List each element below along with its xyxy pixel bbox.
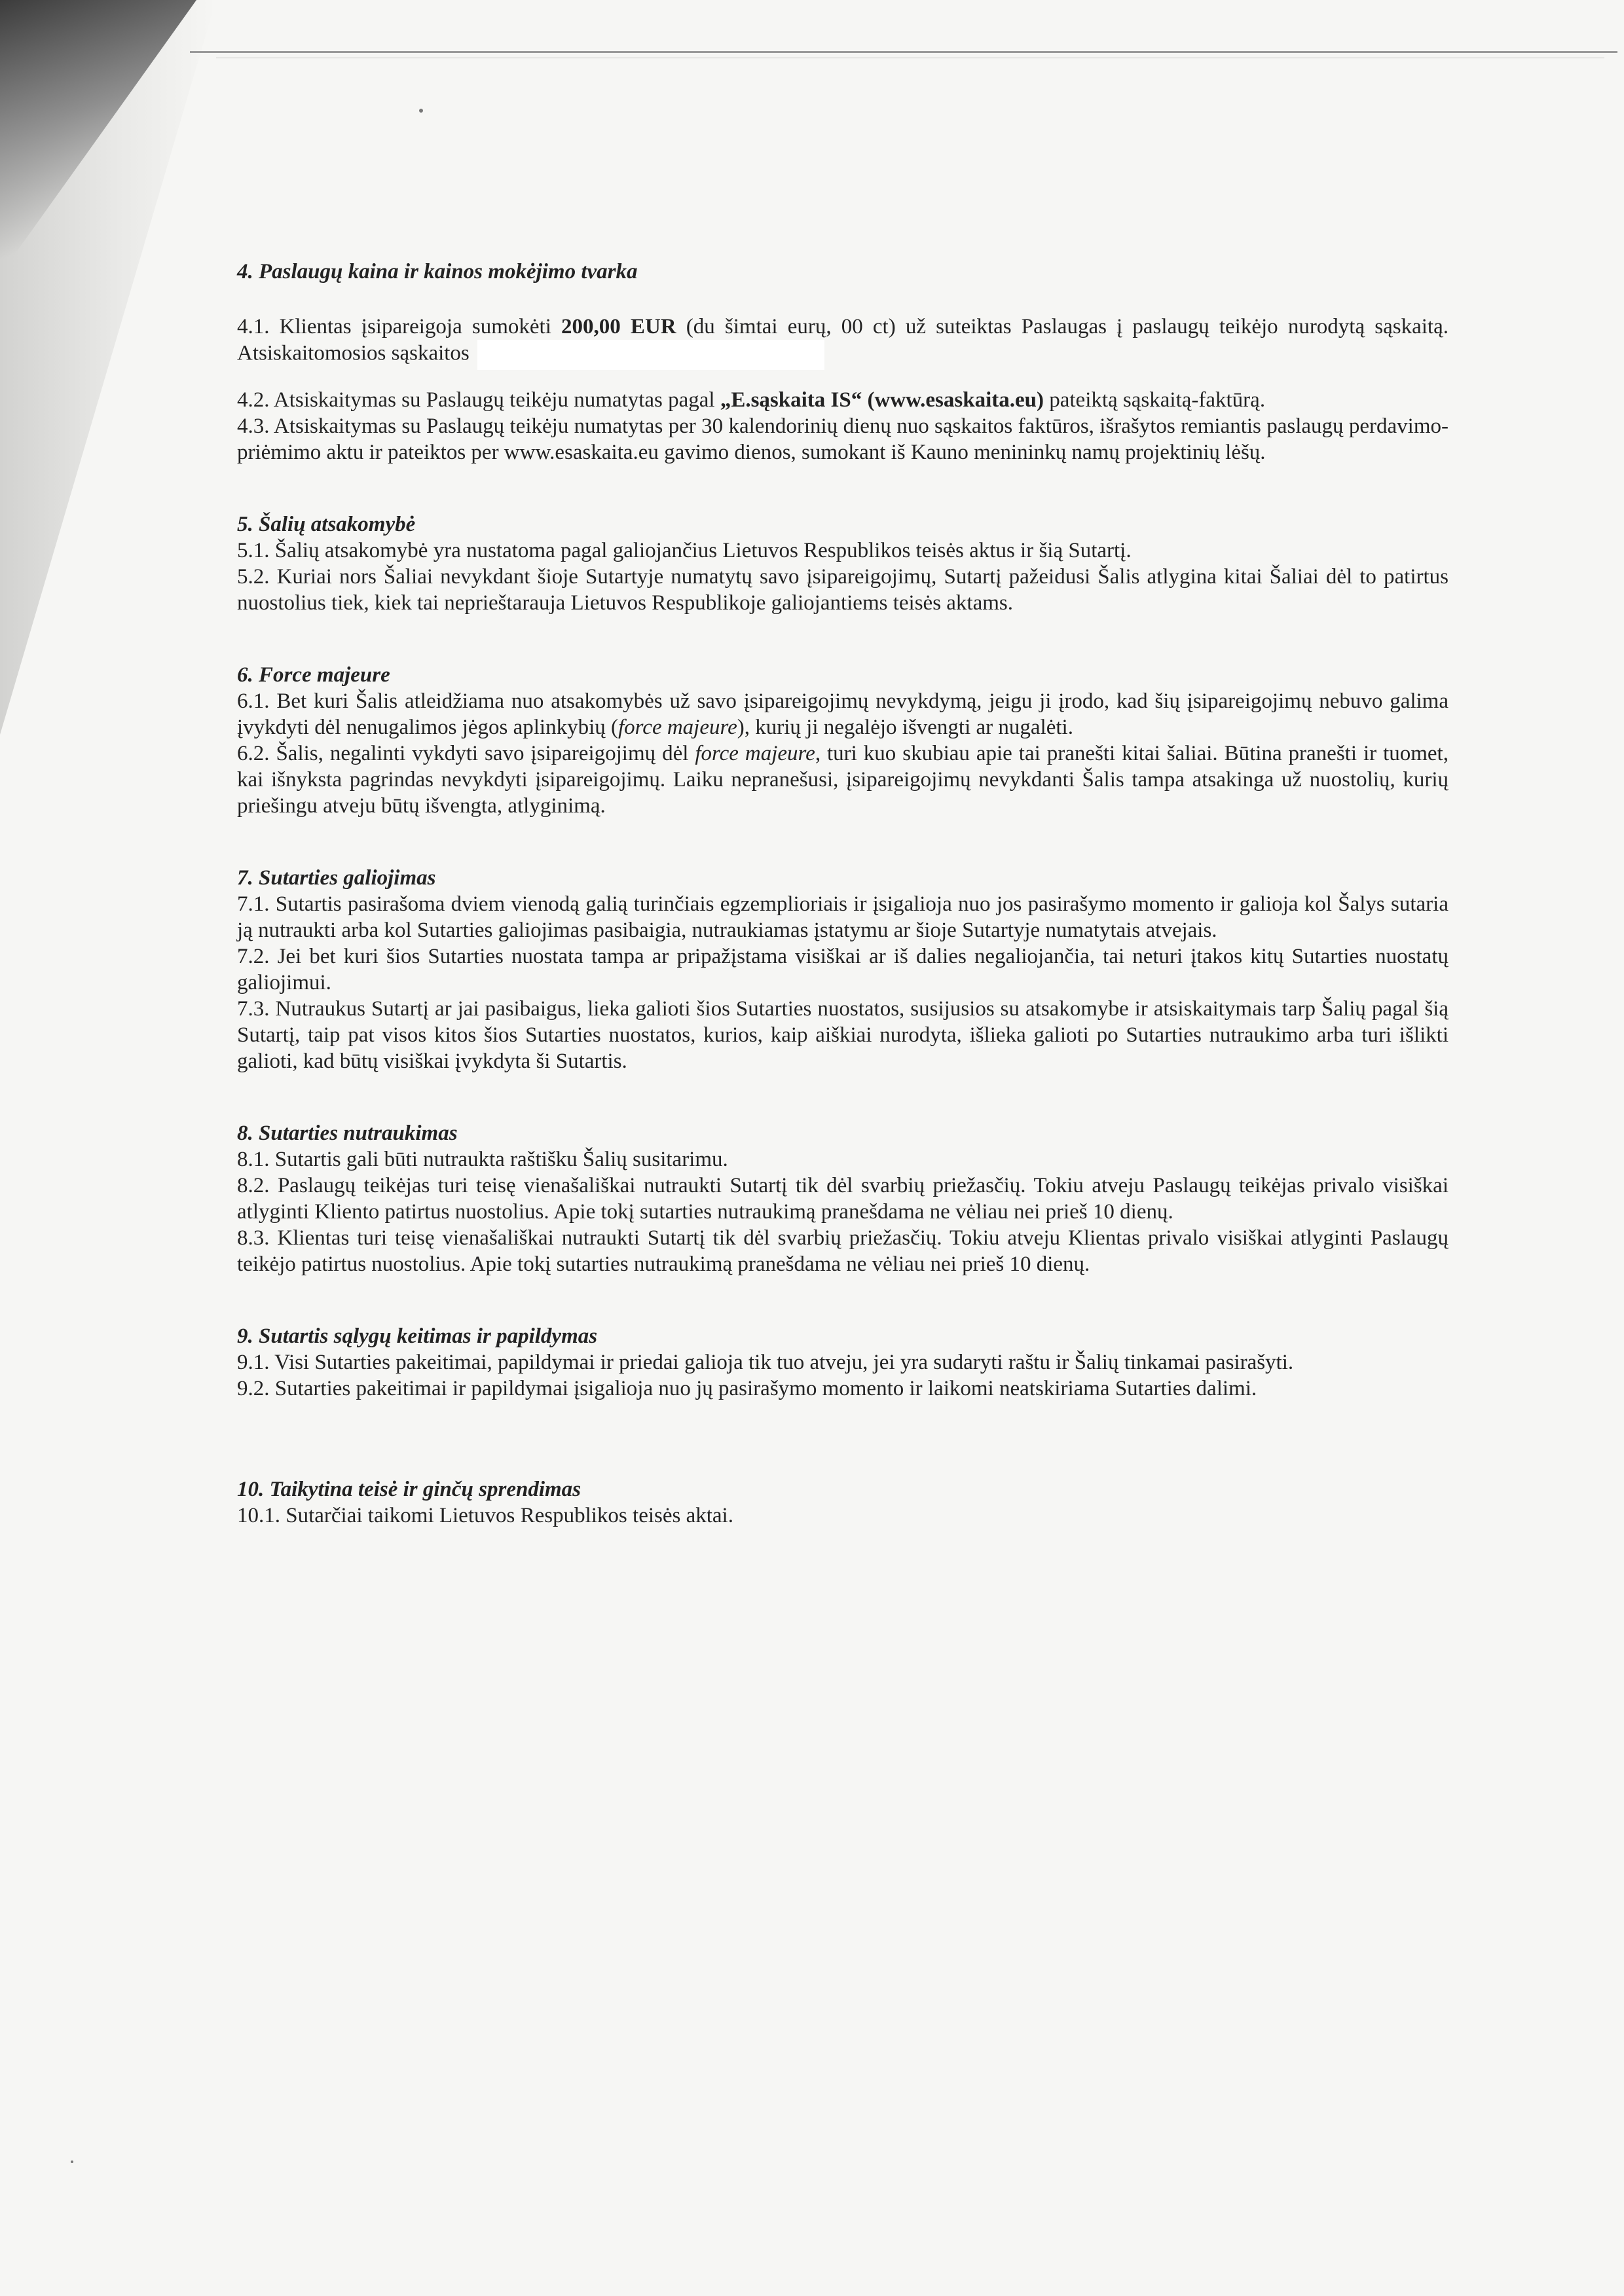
section-heading: 6. Force majeure <box>237 663 390 687</box>
clause-10-1: 10.1. Sutarčiai taikomi Lietuvos Respublikos teisės aktai. <box>237 1504 733 1527</box>
clause-6-2 <box>237 740 1449 819</box>
page-fold-shadow <box>0 0 216 2296</box>
section-4 <box>237 259 1449 465</box>
clause-7-2: 7.2. Jei bet kuri šios Sutarties nuostata tampa ar pripažįstama visiškai ar iš dalies negaliojančia, tai neturi įtakos kitų Sutarties nuostatų galiojimui. <box>237 945 1449 994</box>
section-8 <box>237 1120 1449 1277</box>
clause-6-1 <box>237 688 1449 740</box>
document-body <box>237 259 1449 1529</box>
clause-8-1: 8.1. Sutartis gali būti nutraukta raštišku Šalių susitarimu. <box>237 1148 728 1171</box>
scan-speck <box>419 109 423 113</box>
scan-edge-line <box>190 51 1617 53</box>
section-10 <box>237 1476 1449 1529</box>
clause-text: (du šimtai eurų, 00 ct) už suteiktas Paslaugas į paslaugų teikėjo nurodytą sąskaitą. Atsiskaitomosios sąskaitos <box>237 315 1449 365</box>
clause-9-2: 9.2. Sutarties pakeitimai ir papildymai įsigalioja nuo jų pasirašymo momento ir laikomi neatskiriama Sutarties dalimi. <box>237 1377 1257 1400</box>
clause-9-1: 9.1. Visi Sutarties pakeitimai, papildymai ir priedai galioja tik tuo atveju, jei yra sudaryti raštu ir Šalių tinkamai pasirašyti. <box>237 1351 1294 1374</box>
redacted-account <box>477 340 824 370</box>
section-6 <box>237 662 1449 819</box>
clause-text: , turi kuo skubiau apie tai pranešti kitai šaliai. Būtina pranešti ir tuomet, kai išnyksta pagrindas nevykdyti įsipareigojimų. Laiku nepranešusi, įsipareigojimų nevykdanti Šalis tampa atsakinga už nuostolių, kurių priešingu atveju būtų išvengta, atlyginimą. <box>237 742 1449 818</box>
section-heading: 8. Sutarties nutraukimas <box>237 1121 458 1145</box>
clause-text: 6.2. Šalis, negalinti vykdyti savo įsipareigojimų dėl <box>237 742 695 765</box>
clause-4-3: 4.3. Atsiskaitymas su Paslaugų teikėju numatytas per 30 kalendorinių dienų nuo sąskaitos faktūros, išrašytos remiantis paslaugų perdavimo-priėmimo aktu ir pateiktos per www.esaskaita.eu gavimo dienos, sumokant iš Kauno menininkų namų projektinių lėšų. <box>237 414 1449 464</box>
clause-8-2: 8.2. Paslaugų teikėjas turi teisę vienašališkai nutraukti Sutartį tik dėl svarbių priežasčių. Tokiu atveju Paslaugų teikėjas privalo visiškai atlyginti Kliento patirtus nuostolius. Apie tokį sutarties nutraukimą pranešdama ne vėliau nei prieš 10 dienų. <box>237 1174 1449 1224</box>
section-9 <box>237 1323 1449 1402</box>
scan-speck <box>71 2160 73 2163</box>
clause-5-2: 5.2. Kuriai nors Šaliai nevykdant šioje Sutartyje numatytų savo įsipareigojimų, Sutartį pažeidusi Šalis atlygina kitai Šaliai dėl to patirtus nuostolius tiek, kiek tai neprieštarauja Lietuvos Respublikoje galiojantiems teisės aktams. <box>237 565 1449 615</box>
clause-text: 4.1. Klientas įsipareigoja sumokėti <box>237 315 562 338</box>
section-heading: 4. Paslaugų kaina ir kainos mokėjimo tvarka <box>237 260 638 283</box>
clause-4-2 <box>237 387 1449 413</box>
clause-7-3: 7.3. Nutraukus Sutartį ar jai pasibaigus, lieka galioti šios Sutarties nuostatos, susijusios su atsakomybe ir atsiskaitymais tarp Šalių pagal šią Sutartį, taip pat visos kitos šios Sutarties nuostatos, kurios, kaip aiškiai nurodyta, išlieka galioti po Sutarties nutraukimo arba turi išlikti galioti, kad būtų visiškai įvykdyta ši Sutartis. <box>237 997 1449 1073</box>
section-heading: 10. Taikytina teisė ir ginčų sprendimas <box>237 1478 581 1501</box>
amount-bold: 200,00 EUR <box>561 315 676 338</box>
clause-text: ), kurių ji negalėjo išvengti ar nugalėti. <box>737 716 1073 739</box>
clause-5-1: 5.1. Šalių atsakomybė yra nustatoma pagal galiojančius Lietuvos Respublikos teisės aktus ir šią Sutartį. <box>237 539 1132 562</box>
clause-text: pateiktą sąskaitą-faktūrą. <box>1043 388 1266 412</box>
clause-text: 4.2. Atsiskaitymas su Paslaugų teikėju numatytas pagal <box>237 388 720 412</box>
italic-term: force majeure <box>695 742 815 765</box>
section-5 <box>237 511 1449 616</box>
section-heading: 7. Sutarties galiojimas <box>237 866 436 890</box>
clause-8-3: 8.3. Klientas turi teisę vienašališkai nutraukti Sutartį tik dėl svarbių priežasčių. Tokiu atveju Klientas privalo visiškai atlyginti Paslaugų teikėjo patirtus nuostolius. Apie tokį sutarties nutraukimą pranešdama ne vėliau nei prieš 10 dienų. <box>237 1226 1449 1276</box>
section-heading: 9. Sutartis sąlygų keitimas ir papildymas <box>237 1324 598 1348</box>
clause-4-1 <box>237 314 1449 370</box>
clause-text: 6.1. Bet kuri Šalis atleidžiama nuo atsakomybės už savo įsipareigojimų nevykdymą, jeigu ji įrodo, kad šių įsipareigojimų nebuvo galima įvykdyti dėl nenugalimos jėgos aplinkybių ( <box>237 689 1449 739</box>
section-heading: 5. Šalių atsakomybė <box>237 513 416 536</box>
section-7 <box>237 865 1449 1074</box>
italic-term: force majeure <box>618 716 737 739</box>
system-name-bold: „E.sąskaita IS“ (www.esaskaita.eu) <box>720 388 1044 412</box>
clause-7-1: 7.1. Sutartis pasirašoma dviem vienodą galią turinčiais egzemplioriais ir įsigalioja nuo jos pasirašymo momento ir galioja kol Šalys sutaria ją nutraukti arba kol Sutarties galiojimas pasibaigia, nutraukiamas įstatymu ar šioje Sutartyje numatytais atvejais. <box>237 892 1449 942</box>
